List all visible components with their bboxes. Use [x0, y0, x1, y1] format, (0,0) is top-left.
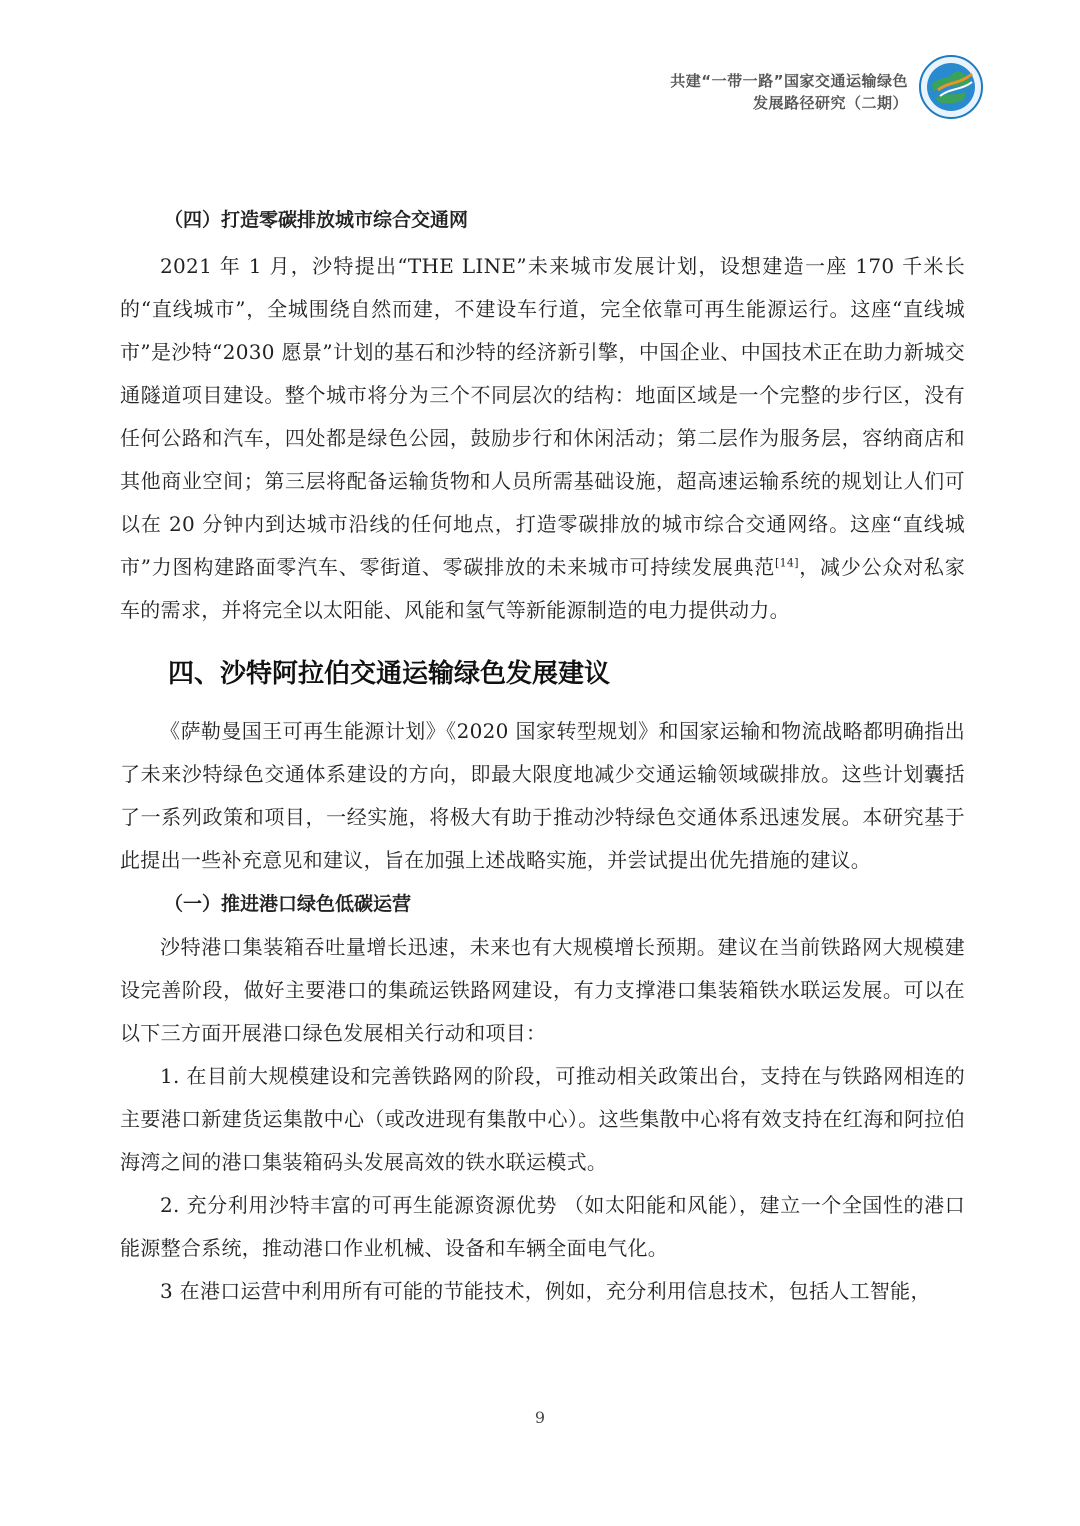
section-heading-4: 四、沙特阿拉伯交通运输绿色发展建议 [168, 659, 611, 689]
paragraph-the-line [120, 245, 965, 632]
paragraph-the-line-text: 2021 年 1 月，沙特提出“THE LINE”未来城市发展计划，设想建造一座 170 千米长的“直线城市”，全城围绕自然而建，不建设车行道，完全依靠可再生能源运行。这座“直线城市”是沙特“2030 愿景”计划的基石和沙特的经济新引擎，中国企业、中国技术正在助力新城交通隧道项目建设。整个城市将分为三个不同层次的结构：地面区域是一个完整的步行区，没有任何公路和汽车，四处都是绿色公园，鼓励步行和休闲活动；第二层作为服务层，容纳商店和其他商业空间；第三层将配备运输货物和人员所需基础设施，超高速运输系统的规划让人们可以在 20 分钟内到达城市沿线的任何地点，打造零碳排放的城市综合交通网络。这座“直线城市”力图构建路面零汽车、零街道、零碳排放的未来城市可持续发展典范 [120, 254, 965, 579]
header-title-line-2: 发展路径研究（二期） [752, 94, 908, 112]
subsection-heading-4: （四）打造零碳排放城市综合交通网 [164, 209, 469, 231]
page-number: 9 [534, 1408, 546, 1427]
subsection-heading-1: （一）推进港口绿色低碳运营 [164, 893, 412, 915]
globe-logo-icon [918, 54, 984, 120]
list-item-2: 2. 充分利用沙特丰富的可再生能源资源优势 （如太阳能和风能），建立一个全国性的港口能源整合系统，推动港口作业机械、设备和车辆全面电气化。 [120, 1193, 965, 1260]
paragraph-the-line-tail: ，减少公众对私家车的需求，并将完全以太阳能、风能和氢气等新能源制造的电力提供动力。 [120, 555, 965, 622]
list-item-1: 1. 在目前大规模建设和完善铁路网的阶段，可推动相关政策出台，支持在与铁路网相连的主要港口新建货运集散中心（或改进现有集散中心）。这些集散中心将有效支持在红海和阿拉伯海湾之间的港口集装箱码头发展高效的铁水联运模式。 [120, 1064, 965, 1174]
running-header [670, 70, 908, 114]
paragraph-ports-intro: 沙特港口集装箱吞吐量增长迅速，未来也有大规模增长预期。建议在当前铁路网大规模建设完善阶段，做好主要港口的集疏运铁路网建设，有力支撑港口集装箱铁水联运发展。可以在以下三方面开展港口绿色发展相关行动和项目： [120, 935, 965, 1045]
reference-marker: [14] [775, 556, 799, 570]
paragraph-section-intro: 《萨勒曼国王可再生能源计划》《2020 国家转型规划》和国家运输和物流战略都明确指出了未来沙特绿色交通体系建设的方向，即最大限度地减少交通运输领域碳排放。这些计划囊括了一系列政策和项目，一经实施，将极大有助于推动沙特绿色交通体系迅速发展。本研究基于此提出一些补充意见和建议，旨在加强上述战略实施，并尝试提出优先措施的建议。 [120, 719, 965, 872]
header-title-line-1: 共建“一带一路”国家交通运输绿色 [670, 72, 908, 90]
list-item-3: 3 在港口运营中利用所有可能的节能技术，例如，充分利用信息技术，包括人工智能， [160, 1279, 931, 1303]
main-content [120, 195, 965, 1313]
